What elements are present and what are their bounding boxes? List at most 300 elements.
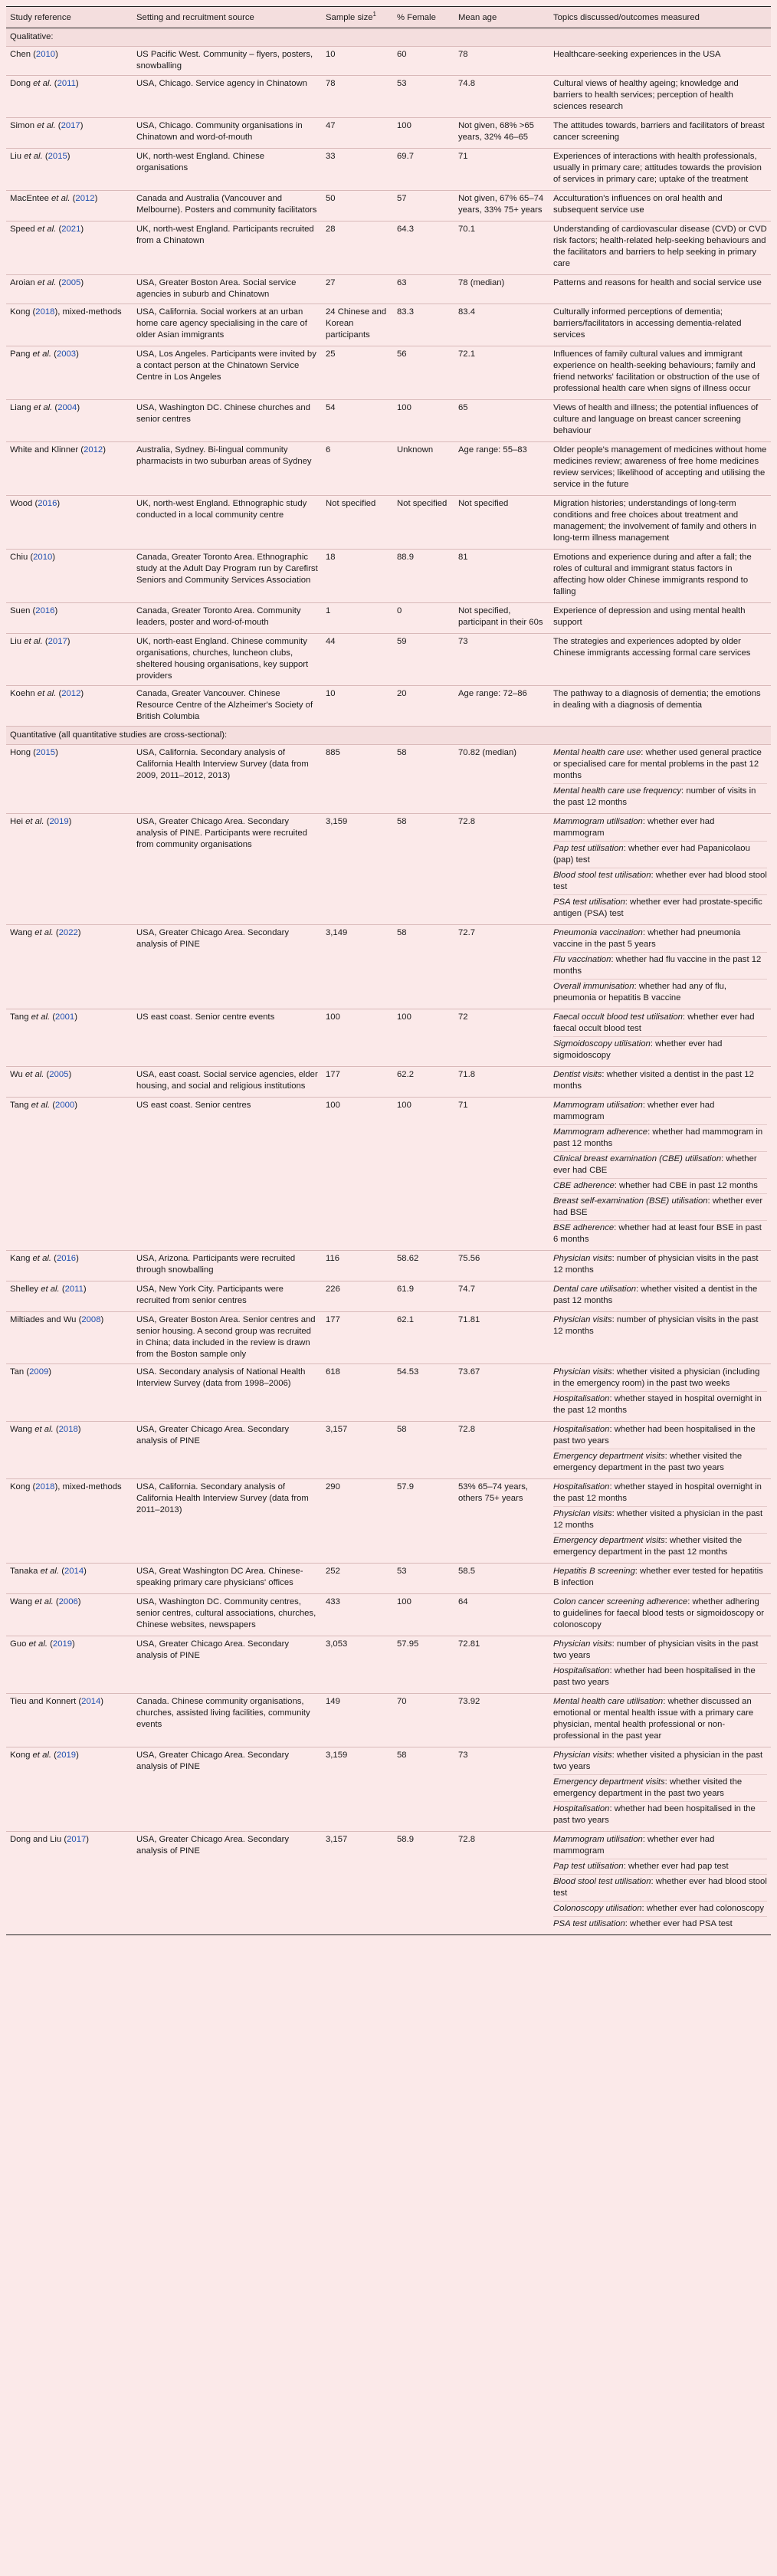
outcome-item: [553, 1696, 767, 1742]
outcome-description: : whether had any of flu, pneumonia or hepatitis B vaccine: [553, 982, 727, 1003]
percent-female-cell: 60: [393, 47, 454, 76]
topics-cell: [549, 1312, 771, 1364]
outcome-name: PSA test utilisation: [553, 1919, 625, 1928]
author-name: Chen: [10, 50, 31, 59]
outcome-description: : whether ever had mammogram: [553, 817, 715, 838]
sample-size-cell: 885: [322, 745, 393, 814]
outcome-description: : whether visited the emergency department in the past two years: [553, 1777, 743, 1798]
study-reference-cell: Kang et al. (2016): [6, 1251, 133, 1281]
outcome-name: Physician visits: [553, 1509, 612, 1518]
outcome-item: [553, 1834, 767, 1857]
citation-year-link[interactable]: 2017: [67, 1835, 87, 1844]
outcome-item: [553, 224, 767, 270]
study-reference-cell: Miltiades and Wu (2008): [6, 1312, 133, 1364]
setting-cell: Canada and Australia (Vancouver and Melbourne). Posters and community facilitators: [133, 191, 322, 222]
sample-size-cell: 177: [322, 1312, 393, 1364]
study-reference-cell: Liu et al. (2015): [6, 149, 133, 191]
topics-cell: [549, 1098, 771, 1251]
table-row: [6, 603, 771, 634]
citation-year-link[interactable]: 2019: [56, 1751, 77, 1760]
citation-year-link[interactable]: 2015: [48, 152, 67, 161]
topics-cell: [549, 346, 771, 400]
outcome-description: : number of physician visits in the past 12 months: [553, 1254, 759, 1275]
et-al-label: et al.: [38, 1567, 60, 1576]
table-row: [6, 634, 771, 686]
citation-year-link[interactable]: 2011: [64, 1285, 84, 1294]
outcome-description: : whether visited the emergency department in the past 12 months: [553, 1536, 743, 1557]
topics-cell: [549, 442, 771, 496]
study-reference-cell: Wood (2016): [6, 496, 133, 550]
sample-size-cell: 47: [322, 118, 393, 149]
outcome-item: [553, 1069, 767, 1092]
citation-year-link[interactable]: 2010: [33, 553, 53, 562]
header-setting: Setting and recruitment source: [133, 7, 322, 28]
sample-size-cell: Not specified: [322, 496, 393, 550]
topics-cell: [549, 1422, 771, 1479]
percent-female-cell: Unknown: [393, 442, 454, 496]
outcome-name: Mammogram utilisation: [553, 1835, 643, 1844]
topics-cell: [549, 118, 771, 149]
citation-year-link[interactable]: 2019: [49, 817, 69, 826]
setting-cell: US Pacific West. Community – flyers, posters, snowballing: [133, 47, 322, 76]
outcome-name: Sigmoidoscopy utilisation: [553, 1039, 651, 1048]
header-sample-size: [322, 7, 393, 28]
author-name: Tanaka: [10, 1567, 38, 1576]
mean-age-cell: 75.56: [454, 1251, 549, 1281]
author-name: Tang: [10, 1101, 29, 1110]
outcome-description: : whether visited a physician in the past 12 months: [553, 1509, 763, 1530]
setting-cell: UK, north-west England. Chinese organisations: [133, 149, 322, 191]
setting-cell: US east coast. Senior centres: [133, 1098, 322, 1251]
setting-cell: USA, Washington DC. Chinese churches and senior centres: [133, 400, 322, 442]
outcome-description: : whether ever had mammogram: [553, 1101, 715, 1121]
outcome-text: Cultural views of healthy ageing; knowledge and barriers to health services; perception of health sciences research: [553, 79, 739, 111]
outcome-name: Dentist visits: [553, 1070, 602, 1079]
outcome-description: : whether ever had mammogram: [553, 1835, 715, 1856]
mean-age-cell: 73.67: [454, 1364, 549, 1422]
setting-cell: USA, east coast. Social service agencies, elder housing, and social and religious institutions: [133, 1067, 322, 1098]
table-row: [6, 1312, 771, 1364]
citation-year-link[interactable]: 2014: [64, 1567, 84, 1576]
outcome-text: Emotions and experience during and after a fall; the roles of cultural and immigrant status factors in affecting how older Chinese immigrants respond to falling: [553, 553, 752, 596]
outcome-name: Mental health care utilisation: [553, 1697, 664, 1706]
author-name: Tan: [10, 1367, 25, 1377]
setting-cell: USA, New York City. Participants were recruited from senior centres: [133, 1281, 322, 1312]
outcome-item: [553, 1482, 767, 1505]
study-reference-cell: Suen (2016): [6, 603, 133, 634]
setting-cell: Canada, Greater Toronto Area. Ethnographic study at the Adult Day Program run by Carefirst Seniors and Community Services Association: [133, 550, 322, 603]
outcome-description: : number of physician visits in the past two years: [553, 1639, 759, 1660]
topics-cell: [549, 603, 771, 634]
header-sample-size-label: Sample size: [326, 13, 373, 22]
percent-female-cell: 59: [393, 634, 454, 686]
citation-year-link[interactable]: 2018: [58, 1425, 78, 1434]
topics-cell: [549, 1364, 771, 1422]
table-row: [6, 47, 771, 76]
percent-female-cell: 88.9: [393, 550, 454, 603]
study-reference-cell: Koehn et al. (2012): [6, 686, 133, 727]
topics-cell: [549, 1479, 771, 1564]
percent-female-cell: 100: [393, 118, 454, 149]
table-row: [6, 1281, 771, 1312]
outcome-item: [553, 605, 767, 628]
author-name: Guo: [10, 1639, 27, 1649]
outcome-name: Faecal occult blood test utilisation: [553, 1012, 683, 1022]
study-reference-cell: Speed et al. (2021): [6, 222, 133, 275]
citation-year-link[interactable]: 2012: [84, 445, 103, 454]
outcome-text: Experience of depression and using mental health support: [553, 606, 746, 627]
sample-size-cell: 50: [322, 191, 393, 222]
sample-size-cell: 3,159: [322, 1747, 393, 1832]
author-name: Chiu: [10, 553, 28, 562]
table-row: [6, 1564, 771, 1594]
study-reference-cell: Wang et al. (2006): [6, 1594, 133, 1636]
outcome-item: [553, 1859, 767, 1872]
et-al-label: et al.: [21, 637, 43, 646]
sample-size-cell: 226: [322, 1281, 393, 1312]
outcome-text: Healthcare-seeking experiences in the USA: [553, 50, 721, 59]
citation-year-link[interactable]: 2000: [55, 1101, 75, 1110]
outcome-name: Pneumonia vaccination: [553, 928, 643, 937]
topics-cell: [549, 191, 771, 222]
outcome-item: [553, 1916, 767, 1930]
citation-year-link[interactable]: 2012: [75, 194, 95, 203]
et-al-label: et al.: [34, 121, 56, 130]
outcome-name: Physician visits: [553, 1315, 612, 1324]
mean-age-cell: 72.8: [454, 1832, 549, 1935]
outcome-item: [553, 49, 767, 61]
percent-female-cell: 57: [393, 191, 454, 222]
topics-cell: [549, 275, 771, 304]
outcome-name: BSE adherence: [553, 1223, 615, 1232]
citation-year-link[interactable]: 2021: [61, 225, 81, 234]
author-name: Miltiades and Wu: [10, 1315, 77, 1324]
mean-age-cell: 83.4: [454, 304, 549, 346]
table-row: [6, 76, 771, 118]
outcome-item: [553, 1506, 767, 1531]
outcome-description: : whether ever had BSE: [553, 1196, 763, 1217]
outcome-text: Older people's management of medicines without home medicines review; awareness of free home medicines review services; likelihood of accepting and utilising the service in the future: [553, 445, 767, 489]
outcome-item: [553, 783, 767, 809]
outcome-description: : number of visits in the past 12 months: [553, 786, 756, 807]
setting-cell: USA, Chicago. Service agency in Chinatown: [133, 76, 322, 118]
outcome-name: Physician visits: [553, 1751, 612, 1760]
citation-year-link[interactable]: 2008: [81, 1315, 101, 1324]
outcome-item: [553, 307, 767, 341]
topics-cell: [549, 47, 771, 76]
citation-year-link[interactable]: 2006: [58, 1597, 78, 1606]
author-name: Wang: [10, 1425, 33, 1434]
author-name: White and Klinner: [10, 445, 79, 454]
et-al-label: et al.: [38, 1285, 60, 1294]
table-row: [6, 1479, 771, 1564]
table-row: [6, 925, 771, 1009]
outcome-item: [553, 636, 767, 659]
outcome-item: [553, 193, 767, 216]
study-reference-cell: Pang et al. (2003): [6, 346, 133, 400]
setting-cell: USA, Greater Boston Area. Social service agencies in suburb and Chinatown: [133, 275, 322, 304]
percent-female-cell: 100: [393, 1594, 454, 1636]
sample-size-cell: 1: [322, 603, 393, 634]
outcome-name: Physician visits: [553, 1254, 612, 1263]
outcome-name: Mental health care use frequency: [553, 786, 682, 796]
topics-cell: [549, 1281, 771, 1312]
outcome-name: Blood stool test utilisation: [553, 871, 651, 880]
author-name: MacEntee: [10, 194, 49, 203]
author-name: Kong: [10, 1751, 31, 1760]
percent-female-cell: 58.9: [393, 1832, 454, 1935]
study-reference-cell: Liang et al. (2004): [6, 400, 133, 442]
setting-cell: USA, Chicago. Community organisations in Chinatown and word-of-mouth: [133, 118, 322, 149]
outcome-name: Colonoscopy utilisation: [553, 1904, 642, 1913]
outcome-item: [553, 120, 767, 143]
setting-cell: USA, Greater Chicago Area. Secondary analysis of PINE: [133, 1832, 322, 1935]
citation-year-link[interactable]: 2016: [35, 606, 55, 615]
outcome-description: : whether visited a dentist in the past 12 months: [553, 1070, 754, 1091]
footnote-marker: 1: [372, 11, 376, 18]
study-reference-cell: MacEntee et al. (2012): [6, 191, 133, 222]
citation-year-link[interactable]: 2017: [61, 121, 80, 130]
outcome-name: Blood stool test utilisation: [553, 1877, 651, 1886]
outcome-name: Mammogram adherence: [553, 1127, 648, 1137]
outcome-item: [553, 894, 767, 920]
mean-age-cell: Not specified: [454, 496, 549, 550]
sample-size-cell: 10: [322, 47, 393, 76]
outcome-item: [553, 445, 767, 491]
table-row: [6, 222, 771, 275]
outcome-description: : whether visited a dentist in the past 12 months: [553, 1285, 758, 1305]
citation-year-link[interactable]: 2010: [35, 50, 56, 59]
mean-age-cell: 71.8: [454, 1067, 549, 1098]
outcome-item: [553, 1367, 767, 1390]
sample-size-cell: 24 Chinese and Korean participants: [322, 304, 393, 346]
citation-year-link[interactable]: 2005: [49, 1070, 69, 1079]
et-al-label: et al.: [34, 689, 57, 698]
setting-cell: Canada, Greater Vancouver. Chinese Resource Centre of the Alzheimer's Society of British Columbia: [133, 686, 322, 727]
topics-cell: [549, 1636, 771, 1694]
outcome-item: [553, 1533, 767, 1558]
sample-size-cell: 3,149: [322, 925, 393, 1009]
table-row: [6, 1594, 771, 1636]
outcome-item: [553, 1391, 767, 1416]
topics-cell: [549, 149, 771, 191]
outcome-name: Breast self-examination (BSE) utilisation: [553, 1196, 708, 1206]
citation-year-link[interactable]: 2019: [52, 1639, 73, 1649]
outcome-description: : whether had at least four BSE in past 6 months: [553, 1223, 762, 1244]
outcome-item: [553, 1100, 767, 1123]
study-reference-cell: Tang et al. (2000): [6, 1098, 133, 1251]
author-name: Kong: [10, 1482, 31, 1491]
study-reference-cell: Hei et al. (2019): [6, 814, 133, 925]
table-row: [6, 275, 771, 304]
table-row: [6, 745, 771, 814]
outcome-description: : whether stayed in hospital overnight in the past 12 months: [553, 1394, 762, 1415]
author-name: Hei: [10, 817, 23, 826]
et-al-label: et al.: [30, 349, 52, 359]
topics-cell: [549, 1251, 771, 1281]
sample-size-cell: 78: [322, 76, 393, 118]
study-reference-cell: White and Klinner (2012): [6, 442, 133, 496]
author-name: Suen: [10, 606, 31, 615]
outcome-description: : whether ever had Papanicolaou (pap) test: [553, 844, 750, 865]
citation-year-link[interactable]: 2016: [38, 499, 57, 508]
outcome-name: Mammogram utilisation: [553, 817, 643, 826]
et-al-label: et al.: [32, 1597, 54, 1606]
sample-size-cell: 33: [322, 149, 393, 191]
topics-cell: [549, 814, 771, 925]
percent-female-cell: 53: [393, 76, 454, 118]
outcome-item: [553, 1750, 767, 1773]
topics-cell: [549, 1009, 771, 1067]
citation-year-link[interactable]: 2003: [56, 349, 77, 359]
citation-year-link[interactable]: 2005: [61, 278, 81, 287]
outcome-name: Emergency department visits: [553, 1536, 665, 1545]
section-heading: Quantitative (all quantitative studies are cross-sectional):: [6, 727, 771, 745]
outcome-item: [553, 552, 767, 598]
topics-cell: [549, 1832, 771, 1935]
mean-age-cell: 70.82 (median): [454, 745, 549, 814]
outcome-description: : whether visited the emergency department in the past two years: [553, 1452, 743, 1472]
citation-year-link[interactable]: 2001: [55, 1012, 75, 1022]
citation-year-link[interactable]: 2004: [57, 403, 77, 412]
author-name: Simon: [10, 121, 35, 130]
outcome-description: : whether had been hospitalised in the past two years: [553, 1804, 756, 1825]
outcome-text: The attitudes towards, barriers and facilitators of breast cancer screening: [553, 121, 765, 142]
section-heading: Qualitative:: [6, 28, 771, 47]
setting-cell: USA, Greater Chicago Area. Secondary analysis of PINE: [133, 925, 322, 1009]
author-name: Shelley: [10, 1285, 39, 1294]
percent-female-cell: 58: [393, 1422, 454, 1479]
topics-cell: [549, 76, 771, 118]
mean-age-cell: 71.81: [454, 1312, 549, 1364]
study-reference-cell: Wang et al. (2022): [6, 925, 133, 1009]
table-row: [6, 1067, 771, 1098]
percent-female-cell: 100: [393, 400, 454, 442]
outcome-description: : whether stayed in hospital overnight in the past 12 months: [553, 1482, 762, 1503]
outcome-name: Hospitalisation: [553, 1394, 610, 1403]
table-row: [6, 496, 771, 550]
outcome-item: [553, 1663, 767, 1688]
citation-year-link[interactable]: 2016: [56, 1254, 77, 1263]
mean-age-cell: 53% 65–74 years, others 75+ years: [454, 1479, 549, 1564]
outcome-item: [553, 1012, 767, 1035]
mean-age-cell: Not given, 67% 65–74 years, 33% 75+ years: [454, 191, 549, 222]
section-heading-row: [6, 727, 771, 745]
sample-size-cell: 618: [322, 1364, 393, 1422]
percent-female-cell: 0: [393, 603, 454, 634]
setting-cell: US east coast. Senior centre events: [133, 1009, 322, 1067]
sample-size-cell: 100: [322, 1009, 393, 1067]
et-al-label: et al.: [32, 1425, 54, 1434]
outcome-item: [553, 1253, 767, 1276]
topics-cell: [549, 496, 771, 550]
citation-year-link[interactable]: 2022: [58, 928, 78, 937]
outcome-item: [553, 78, 767, 113]
outcome-name: Pap test utilisation: [553, 1862, 624, 1871]
topics-cell: [549, 686, 771, 727]
author-name: Aroian: [10, 278, 35, 287]
table-row: [6, 304, 771, 346]
sample-size-cell: 3,157: [322, 1422, 393, 1479]
et-al-label: et al.: [30, 1751, 52, 1760]
table-row: [6, 550, 771, 603]
table-row: [6, 191, 771, 222]
author-name: Speed: [10, 225, 35, 234]
outcome-name: Hospitalisation: [553, 1804, 610, 1813]
topics-cell: [549, 925, 771, 1009]
citation-year-link[interactable]: 2012: [61, 689, 81, 698]
outcome-description: : whether ever had CBE: [553, 1154, 757, 1175]
outcome-item: [553, 1220, 767, 1245]
outcome-description: : whether ever had faecal occult blood test: [553, 1012, 755, 1033]
header-row: [6, 7, 771, 28]
sample-size-cell: 3,053: [322, 1636, 393, 1694]
topics-cell: [549, 1564, 771, 1594]
setting-cell: Australia, Sydney. Bi-lingual community pharmacists in two suburban areas of Sydney: [133, 442, 322, 496]
table-row: [6, 149, 771, 191]
setting-cell: USA. Secondary analysis of National Health Interview Survey (data from 1998–2006): [133, 1364, 322, 1422]
mean-age-cell: 74.7: [454, 1281, 549, 1312]
outcome-text: Acculturation's influences on oral health and subsequent service use: [553, 194, 723, 215]
author-name: Tang: [10, 1012, 29, 1022]
study-reference-cell: Wu et al. (2005): [6, 1067, 133, 1098]
et-al-label: et al.: [34, 225, 57, 234]
study-reference-cell: Tan (2009): [6, 1364, 133, 1422]
citation-year-link[interactable]: 2009: [29, 1367, 49, 1377]
topics-cell: [549, 634, 771, 686]
citation-year-link[interactable]: 2015: [35, 748, 56, 757]
mean-age-cell: 65: [454, 400, 549, 442]
outcome-item: [553, 277, 767, 289]
outcome-item: [553, 1284, 767, 1307]
percent-female-cell: 100: [393, 1098, 454, 1251]
outcome-description: : whether discussed an emotional or mental health issue with a primary care physician, mental health professional or non-professional in the past year: [553, 1697, 754, 1741]
study-reference-cell: Dong et al. (2011): [6, 76, 133, 118]
setting-cell: USA, Great Washington DC Area. Chinese-speaking primary care physicians' offices: [133, 1564, 322, 1594]
setting-cell: USA, Greater Boston Area. Senior centres and senior housing. A second group was recruited in China; data included in the review is drawn from the Boston sample only: [133, 1312, 322, 1364]
author-name: Wood: [10, 499, 33, 508]
study-reference-cell: Wang et al. (2018): [6, 1422, 133, 1479]
study-reference-cell: Simon et al. (2017): [6, 118, 133, 149]
setting-cell: UK, north-west England. Participants recruited from a Chinatown: [133, 222, 322, 275]
author-name: Tieu and Konnert: [10, 1697, 77, 1706]
outcome-text: Views of health and illness; the potential influences of culture and language on breast cancer screening behaviour: [553, 403, 759, 435]
outcome-name: Emergency department visits: [553, 1777, 665, 1787]
author-name: Liu: [10, 637, 22, 646]
et-al-label: et al.: [22, 817, 44, 826]
citation-year-link[interactable]: 2014: [81, 1697, 101, 1706]
outcome-item: [553, 1449, 767, 1474]
sample-size-cell: 3,157: [322, 1832, 393, 1935]
mean-age-cell: 64: [454, 1594, 549, 1636]
citation-year-link[interactable]: 2017: [48, 637, 67, 646]
setting-cell: USA, Greater Chicago Area. Secondary analysis of PINE. Participants were recruited from community organisations: [133, 814, 322, 925]
header-percent-female: % Female: [393, 7, 454, 28]
study-reference-cell: Chiu (2010): [6, 550, 133, 603]
percent-female-cell: 54.53: [393, 1364, 454, 1422]
mean-age-cell: 81: [454, 550, 549, 603]
citation-year-link[interactable]: 2018: [35, 307, 55, 317]
table-row: [6, 1009, 771, 1067]
outcome-name: Clinical breast examination (CBE) utilisation: [553, 1154, 722, 1163]
mean-age-cell: 72.7: [454, 925, 549, 1009]
sample-size-cell: 290: [322, 1479, 393, 1564]
outcome-item: [553, 952, 767, 977]
et-al-label: et al.: [31, 79, 52, 88]
citation-year-link[interactable]: 2011: [57, 79, 76, 88]
citation-year-link[interactable]: 2018: [35, 1482, 55, 1491]
study-reference-cell: Chen (2010): [6, 47, 133, 76]
